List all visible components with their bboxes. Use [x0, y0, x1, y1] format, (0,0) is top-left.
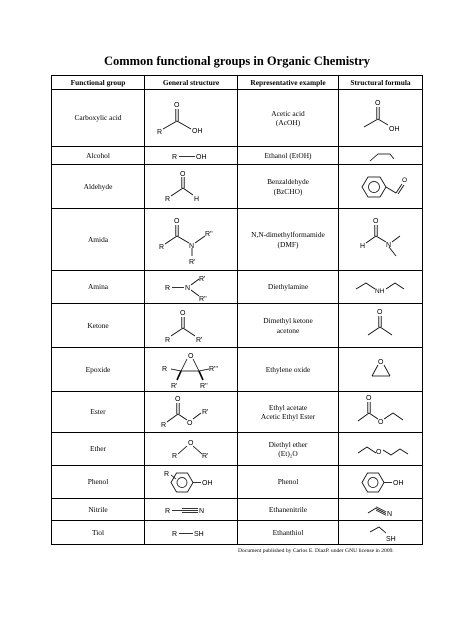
atom-label: O — [365, 394, 371, 402]
atom-label: O — [188, 439, 194, 447]
header-representative-example: Representative example — [238, 76, 339, 90]
atom-label: O — [376, 308, 382, 316]
atom-label: R'' — [200, 382, 208, 390]
atom-label: R — [165, 284, 171, 292]
example-name: Ethanenitrile — [268, 504, 308, 514]
example-name: Diethylamine — [267, 282, 309, 292]
structural-formula-diagram — [339, 433, 423, 466]
atom-label: R'' — [199, 295, 207, 303]
example-cell — [238, 348, 339, 392]
atom-label: O — [180, 170, 186, 178]
atom-label: N — [385, 241, 391, 249]
atom-label: R' — [171, 382, 178, 390]
atom-label: OH — [388, 126, 399, 133]
example-alt-name: acetone — [276, 325, 300, 335]
table-row — [52, 466, 423, 499]
atom-label: R — [162, 365, 168, 373]
atom-label: R — [165, 507, 171, 515]
example-name: N,N-dimethylformamide — [251, 230, 325, 240]
example-cell — [238, 433, 339, 466]
atom-label: R — [164, 470, 170, 478]
example-cell — [238, 209, 339, 271]
atom-label: OH — [392, 479, 403, 487]
atom-label: OH — [202, 479, 213, 487]
general-structure-diagram — [145, 271, 238, 304]
example-cell — [238, 521, 339, 545]
atom-label: O — [372, 217, 378, 225]
atom-label: R' — [196, 336, 203, 344]
example-cell — [238, 165, 339, 209]
structural-formula-diagram — [339, 521, 423, 545]
table-row — [52, 521, 423, 545]
example-name: Acetic acid — [271, 108, 305, 118]
table-row — [52, 304, 423, 348]
example-cell — [238, 147, 339, 165]
atom-label: SH — [194, 530, 204, 538]
structural-formula-diagram — [339, 304, 423, 348]
table-row — [52, 271, 423, 304]
atom-label: R — [159, 243, 165, 251]
example-abbreviation: (BzCHO) — [273, 186, 303, 196]
atom-label: R — [157, 129, 163, 136]
atom-label: R — [172, 452, 178, 460]
page-title: Common functional groups in Organic Chemistry — [103, 54, 371, 68]
example-formula: (Et)₂O — [278, 449, 298, 458]
atom-label: R' — [202, 452, 209, 460]
structural-formula-diagram — [339, 271, 423, 304]
general-structure-diagram — [145, 165, 238, 209]
atom-label: O — [187, 419, 193, 427]
atom-label: H — [359, 242, 365, 250]
atom-label: N — [189, 242, 195, 250]
example-name: Ethylene oxide — [265, 364, 311, 374]
atom-label: O — [175, 395, 181, 403]
atom-label: R — [165, 195, 171, 203]
table-row — [52, 147, 423, 165]
atom-label: O — [377, 358, 383, 366]
table-row — [52, 90, 423, 147]
atom-label: O — [401, 176, 407, 184]
example-cell — [238, 499, 339, 521]
atom-label: R' — [189, 258, 196, 266]
structural-formula-diagram — [339, 499, 423, 521]
header-structural-formula: Structural formula — [339, 76, 423, 90]
group-name: Tiol — [52, 521, 145, 545]
example-name: Diethyl ether — [268, 439, 308, 449]
general-structure-diagram — [145, 348, 238, 392]
atom-label: R' — [199, 275, 206, 283]
structural-formula-diagram — [339, 348, 423, 392]
atom-label: N — [386, 510, 392, 518]
group-name: Phenol — [52, 466, 145, 499]
table-header-row — [52, 76, 423, 90]
example-name: Dimethyl ketone — [263, 316, 313, 326]
atom-label: R — [165, 336, 171, 344]
group-name: Nitrile — [52, 499, 145, 521]
footer-note: Document published by Carlos E. DiazP. under GNU license in 2009. — [238, 548, 394, 554]
general-structure-diagram — [145, 521, 238, 545]
general-structure-diagram — [145, 392, 238, 433]
structural-formula-diagram — [339, 165, 423, 209]
table-row — [52, 348, 423, 392]
structural-formula-diagram — [339, 90, 423, 147]
example-cell — [238, 304, 339, 348]
example-name: Ethanthiol — [272, 527, 304, 537]
example-cell — [238, 271, 339, 304]
general-structure-diagram — [145, 433, 238, 466]
header-general-structure: General structure — [145, 76, 238, 90]
header-functional-group: Functional group — [52, 76, 145, 90]
atom-label: OH — [196, 153, 207, 161]
example-cell — [238, 466, 339, 499]
example-name: Phenol — [277, 477, 299, 487]
structural-formula-diagram — [339, 209, 423, 271]
example-alt-name: Acetic Ethyl Ester — [260, 412, 316, 421]
structural-formula-diagram — [339, 466, 423, 499]
atom-label: O — [375, 448, 381, 456]
table-row — [52, 392, 423, 433]
example-abbreviation: (AcOH) — [275, 118, 301, 127]
atom-label: O — [174, 217, 180, 225]
group-name: Amida — [52, 209, 145, 271]
functional-groups-table — [51, 75, 423, 545]
example-name: Benzaldehyde — [267, 177, 309, 187]
example-name: Ethyl acetate — [268, 402, 308, 412]
group-name: Ester — [52, 392, 145, 433]
example-abbreviation: (DMF) — [277, 239, 299, 249]
table-row — [52, 209, 423, 271]
atom-label: N — [185, 284, 191, 292]
group-name: Ether — [52, 433, 145, 466]
general-structure-diagram — [145, 466, 238, 499]
atom-label: R' — [202, 408, 209, 416]
general-structure-diagram — [145, 499, 238, 521]
structural-formula-diagram — [339, 147, 423, 165]
group-name: Aldehyde — [52, 165, 145, 209]
atom-label: O — [377, 418, 383, 426]
atom-label: O — [188, 352, 194, 360]
atom-label: H — [194, 195, 200, 203]
atom-label: O — [374, 100, 380, 107]
atom-label: O — [180, 309, 186, 317]
general-structure-diagram — [145, 90, 238, 147]
atom-label: R — [172, 530, 178, 538]
example-cell — [238, 392, 339, 433]
table-row — [52, 433, 423, 466]
example-cell — [238, 90, 339, 147]
atom-label: N — [199, 507, 205, 515]
atom-label: SH — [385, 535, 396, 543]
group-name: Carboxylic acid — [52, 90, 145, 147]
atom-label: O — [174, 102, 180, 109]
group-name: Ketone — [52, 304, 145, 348]
atom-label: R'' — [205, 230, 213, 238]
example-name: Ethanol (EtOH) — [264, 150, 312, 160]
atom-label: OH — [192, 128, 203, 135]
table-row — [52, 165, 423, 209]
general-structure-diagram — [145, 209, 238, 271]
general-structure-diagram — [145, 304, 238, 348]
atom-label: R''' — [209, 365, 219, 373]
atom-label: NH — [374, 287, 384, 295]
atom-label: R — [172, 153, 178, 161]
group-name: Alcohol — [52, 147, 145, 165]
table-row — [52, 499, 423, 521]
group-name: Epoxide — [52, 348, 145, 392]
atom-label: R — [161, 421, 167, 429]
general-structure-diagram — [145, 147, 238, 165]
structural-formula-diagram — [339, 392, 423, 433]
group-name: Amina — [52, 271, 145, 304]
